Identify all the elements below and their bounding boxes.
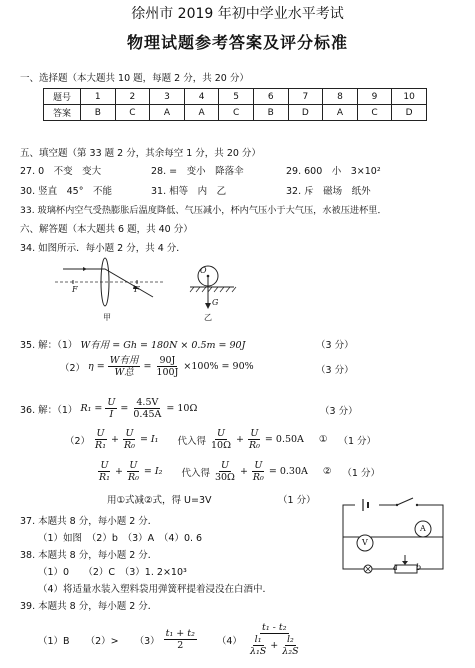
denominator: R₁ (95, 440, 107, 451)
q35-work-equation: W有用 = Gh = 180N × 0.5m = 90J (80, 340, 246, 351)
question-37-answers: （1）如图 （2）b （3）A （4）0. 6 (38, 533, 203, 544)
numerator: U (96, 428, 105, 439)
q36-conclusion: 用①式减②式，得 U=3V (107, 495, 212, 506)
gravity-diagram (188, 258, 238, 320)
eq-i1: = I₁ (139, 434, 159, 445)
denominator: 2 (177, 640, 184, 651)
denominator: λ₁S (249, 646, 267, 657)
section6-heading: 六、解答题（本大题共 6 题，共 40 分） (20, 224, 193, 235)
q36-score-1: （3 分） (320, 406, 358, 417)
denominator (246, 634, 303, 657)
table-cell: D (288, 105, 323, 121)
mark-2: ② (322, 466, 332, 477)
q35-value-fraction (154, 355, 180, 378)
table-cell: 3 (150, 89, 185, 105)
q35-efficiency (60, 355, 254, 378)
numerator: U (129, 460, 138, 471)
q36-r1: R₁ = (80, 403, 103, 414)
table-cell: 7 (288, 89, 323, 105)
table-cell: C (115, 105, 150, 121)
fraction (280, 634, 300, 657)
plus: + (235, 434, 244, 445)
denominator: R₀ (252, 472, 264, 483)
table-cell: B (253, 105, 288, 121)
q39-a2: （2）> (85, 635, 119, 647)
section5-heading: 五、填空题（第 33 题 2 分，其余每空 1 分，共 20 分） (20, 148, 261, 159)
gravity-label-g: G (212, 298, 219, 307)
fraction (251, 460, 266, 483)
plus: + (270, 640, 279, 651)
table-cell: 4 (184, 89, 219, 105)
q36-eq: = (120, 403, 129, 414)
q35-useful-work: W有用 (109, 355, 139, 366)
denominator: R₀ (248, 440, 260, 451)
q36-part2-label: （2） (65, 435, 91, 447)
q36-prefix: 36. 解：（1） (20, 404, 78, 416)
table-cell: 答案 (44, 105, 81, 121)
q36-score-c: （1 分） (278, 495, 316, 506)
table-cell: 2 (115, 89, 150, 105)
result-030: = 0.30A (268, 466, 308, 477)
rheostat-label-a: a (393, 563, 398, 572)
dai-ru-de: 代入得 (181, 467, 210, 479)
figure-label-jia: 甲 (103, 313, 111, 322)
eq-i2: = I₂ (143, 466, 163, 477)
score-b1: （1 分） (338, 435, 377, 447)
table-cell: A (150, 105, 185, 121)
q36-result: = 10Ω (166, 403, 198, 414)
q39-a3: （3） (134, 635, 160, 647)
plus: + (111, 434, 119, 445)
q35-num: 90J (159, 355, 176, 366)
answer-33: 33. 玻璃杯内空气受热膨胀后温度降低、气压减小，杯内气压小于大气压，水被压进杯里． (20, 205, 387, 216)
numerator: t₁ + t₂ (165, 628, 195, 639)
exam-subtitle: 物理试题参考答案及评分标准 (126, 33, 348, 52)
table-cell: A (184, 105, 219, 121)
answer-31: 31. 相等 内 乙 (151, 186, 227, 197)
table-row (44, 105, 427, 121)
q36-num: 4.5V (136, 397, 159, 408)
answer-29: 29. 600 小 3×10² (286, 166, 381, 177)
figure-label-yi: 乙 (204, 313, 212, 322)
question-38-answers: （1）0 （2）C （3）1. 2×10³ (38, 567, 187, 578)
table-cell: B (81, 105, 116, 121)
q39-compound-fraction (246, 622, 303, 657)
table-row (44, 89, 427, 105)
fraction (97, 460, 112, 483)
mark-1: ① (318, 434, 328, 445)
exam-title: 徐州市 2019 年初中学业水平考试 (131, 6, 344, 22)
question-39-answers (38, 622, 303, 657)
table-cell: C (219, 105, 254, 121)
q36-value-fraction (131, 397, 163, 420)
denominator: R₀ (127, 472, 139, 483)
center-label-o: O (200, 266, 207, 275)
numerator: t₁ - t₂ (262, 622, 287, 633)
fraction (247, 428, 262, 451)
q36-i: I (109, 409, 114, 420)
fraction (213, 460, 237, 483)
q35-part2-label: （2） (60, 362, 86, 374)
q35-work-fraction (108, 355, 141, 378)
denominator: R₁ (99, 472, 110, 483)
table-cell: 10 (392, 89, 427, 105)
q35-score-2: （3 分） (316, 365, 354, 376)
question-38-part4: （4）将适量水装入塑料袋用弹簧秤提着浸没在白酒中． (38, 584, 273, 595)
numerator: U (216, 428, 225, 439)
answer-27: 27. 0 不变 变大 (20, 166, 102, 177)
denominator: R₀ (123, 440, 135, 451)
plus: + (239, 466, 248, 477)
fraction (122, 428, 137, 451)
result-050: = 0.50A (264, 434, 304, 445)
fraction (93, 428, 108, 451)
fraction (126, 460, 141, 483)
question-38-heading: 38. 本题共 8 分，每小题 2 分． (20, 550, 158, 561)
q36-u: U (107, 397, 116, 408)
numerator: U (250, 428, 259, 439)
score-b2: （1 分） (342, 467, 380, 479)
denominator: 10Ω (211, 440, 231, 451)
dai-ru-de: 代入得 (177, 435, 207, 447)
section1-heading: 一、选择题（本大题共 10 题，每题 2 分，共 20 分） (20, 73, 249, 84)
table-cell: 9 (357, 89, 392, 105)
q39-avg-fraction (164, 628, 197, 651)
table-cell: 5 (219, 89, 254, 105)
table-cell: A (323, 105, 358, 121)
q36-den: 0.45A (133, 409, 162, 420)
ammeter-label: A (420, 524, 426, 533)
denominator: 30Ω (214, 472, 235, 483)
q35-prefix: 35. 解：（1） (20, 340, 78, 351)
numerator: U (100, 460, 109, 471)
answer-32: 32. 斥 磁场 纸外 (286, 186, 371, 197)
rheostat-label-b: b (416, 563, 422, 572)
q36-ohm-fraction (105, 397, 117, 420)
fraction (248, 634, 268, 657)
table-cell: C (357, 105, 392, 121)
q35-score-1: （3 分） (316, 340, 354, 351)
question-39-heading: 39. 本题共 8 分，每小题 2 分． (20, 601, 158, 612)
numerator: l₂ (286, 634, 294, 645)
answer-28: 28. = 变小 降落伞 (151, 166, 244, 177)
voltmeter-label: V (362, 538, 368, 547)
q39-a1: （1）B (38, 635, 70, 647)
table-cell: 6 (253, 89, 288, 105)
q35-eq: = (143, 361, 152, 372)
q35-eta: η = (88, 361, 105, 372)
q35-den: 100J (156, 367, 179, 378)
question-36 (20, 397, 197, 420)
q35-total-work: W总 (114, 367, 134, 378)
answer-30: 30. 竖直 45° 不能 (20, 186, 112, 197)
numerator: l₁ (254, 634, 262, 645)
answer-table (43, 88, 427, 121)
q39-a4: （4） (216, 635, 242, 647)
table-cell: 8 (323, 89, 358, 105)
numerator: U (125, 428, 134, 439)
q36-equation-2 (97, 460, 380, 483)
table-cell: D (392, 105, 427, 121)
numerator: U (220, 460, 229, 471)
plus: + (114, 466, 123, 477)
focus-label-right: F (134, 285, 140, 294)
table-cell: 题号 (44, 89, 81, 105)
q35-result: ×100% = 90% (183, 361, 254, 372)
question-34: 34. 如图所示．每小题 2 分，共 4 分． (20, 243, 186, 254)
question-37-heading: 37. 本题共 8 分，每小题 2 分． (20, 516, 158, 527)
q36-equation-1 (65, 428, 376, 451)
table-cell: 1 (81, 89, 116, 105)
focus-label-left: F (72, 285, 78, 294)
numerator: U (254, 460, 263, 471)
fraction (209, 428, 233, 451)
question-35 (20, 337, 245, 351)
denominator: λ₂S (282, 646, 299, 657)
